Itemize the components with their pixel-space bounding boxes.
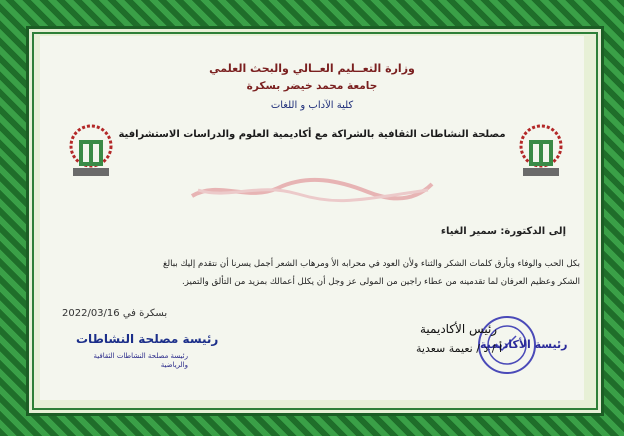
right-signature-name: أ / د / نعيمة سعدية bbox=[416, 342, 503, 355]
university-title: جامعة محمد خيضر بسكرة bbox=[246, 80, 378, 92]
recipient-line: إلى الدكتورة: سمير الغياء bbox=[440, 226, 566, 237]
certificate-paper bbox=[40, 36, 584, 400]
ministry-title: وزارة التعــليم العــالي والبحث العلمي bbox=[209, 62, 415, 75]
left-signature-title: رئيسة مصلحة النشاطات bbox=[76, 332, 219, 346]
faculty-title: كلية الآداب و اللغات bbox=[270, 100, 354, 111]
place-and-date: بسكرة في 2022/03/16 bbox=[62, 308, 168, 319]
university-logo-right bbox=[515, 124, 567, 182]
right-stamp-text: رئيسة الأكاديمية bbox=[480, 338, 568, 351]
certificate-text-line-1: بكل الحب والوفاء وبأرق كلمات الشكر والثناء ولأن العود في محرابه الأ ومرهاب الشعر أجمل يسرنا أن نتقدم إليك ببالغ bbox=[162, 259, 580, 269]
department-title: مصلحة النشاطات الثقافية بالشراكة مع أكاديمية العلوم والدراسات الاستشرافية bbox=[118, 129, 506, 140]
certificate-text-line-2: الشكر وعظيم العرفان لما تقدمينه من عطاء راجين من المولى عز وجل أن يكلل أعمالك بمزيد من التألق والتميز. bbox=[182, 277, 580, 287]
left-stamp-text: رئيسة مصلحة النشاطات الثقافية والرياضية bbox=[93, 352, 188, 369]
university-logo-left bbox=[65, 124, 117, 182]
calligraphy-banner bbox=[188, 176, 436, 204]
right-signature-title: رئيس الأكاديمية bbox=[420, 322, 498, 336]
